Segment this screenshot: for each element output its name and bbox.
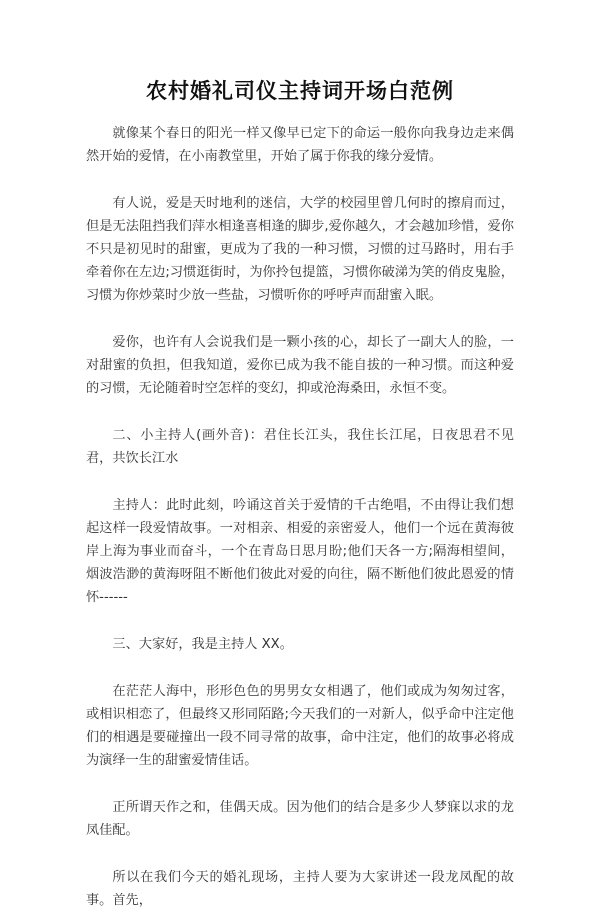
paragraph-habit-of-love: 有人说，爱是天时地利的迷信，大学的校园里曾几何时的擦肩而过，但是无法阻挡我们萍水相逢喜相逢的脚步,爱你越久，才会越加珍惜，爱你不只是初见时的甜蜜，更成为了我的一种习惯，习惯的过马路时，用右手牵着你在左边;习惯逛街时，为你拎包提篮，习惯你破涕为笑的俏皮鬼脸，习惯为你炒菜时少放一些盐，习惯听你的呼呼声而甜蜜入眠。 [86,196,514,303]
paragraph-perfect-match: 正所谓天作之和，佳偶天成。因为他们的结合是多少人梦寐以求的龙凤佳配。 [86,800,514,838]
paragraph-opening: 就像某个春日的阳光一样又像早已定下的命运一般你向我身边走来偶然开始的爱情，在小南教堂里，开始了属于你我的缘分爱情。 [86,126,514,164]
paragraph-love-forever: 爱你，也许有人会说我们是一颗小孩的心，却长了一副大人的脸，一对甜蜜的负担，但我知道，爱你已成为我不能自拔的一种习惯。而这种爱的习惯，无论随着时空怎样的变幻，抑或沧海桑田，永恒不变。 [86,335,514,396]
paragraph-wedding-story: 所以在我们今天的婚礼现场，主持人要为大家讲述一段龙凤配的故事。首先， [86,870,514,908]
paragraph-host-story: 主持人：此时此刻，吟诵这首关于爱情的千古绝唱，不由得让我们想起这样一段爱情故事。一对相亲、相爱的亲密爱人，他们一个远在黄海彼岸上海为事业而奋斗，一个在青岛日思月盼;他们天各一方;隔海相望间，烟波浩渺的黄海呀阻不断他们彼此对爱的向往，隔不断他们彼此恩爱的情怀------ [86,498,514,605]
document-title: 农村婚礼司仪主持词开场白范例 [146,79,454,103]
paragraph-destined-meeting: 在茫茫人海中，形形色色的男男女女相遇了，他们或成为匆匆过客，或相识相恋了，但最终又形同陌路;今天我们的一对新人，似乎命中注定他们的相遇是要碰撞出一段不同寻常的故事，命中注定，他们的故事必将成为演绎一生的甜蜜爱情佳话。 [86,684,514,768]
paragraph-section-two: 二、小主持人(画外音)：君住长江头，我住长江尾，日夜思君不见君，共饮长江水 [86,428,514,466]
paragraph-section-three: 三、大家好，我是主持人 XX。 [112,637,293,652]
